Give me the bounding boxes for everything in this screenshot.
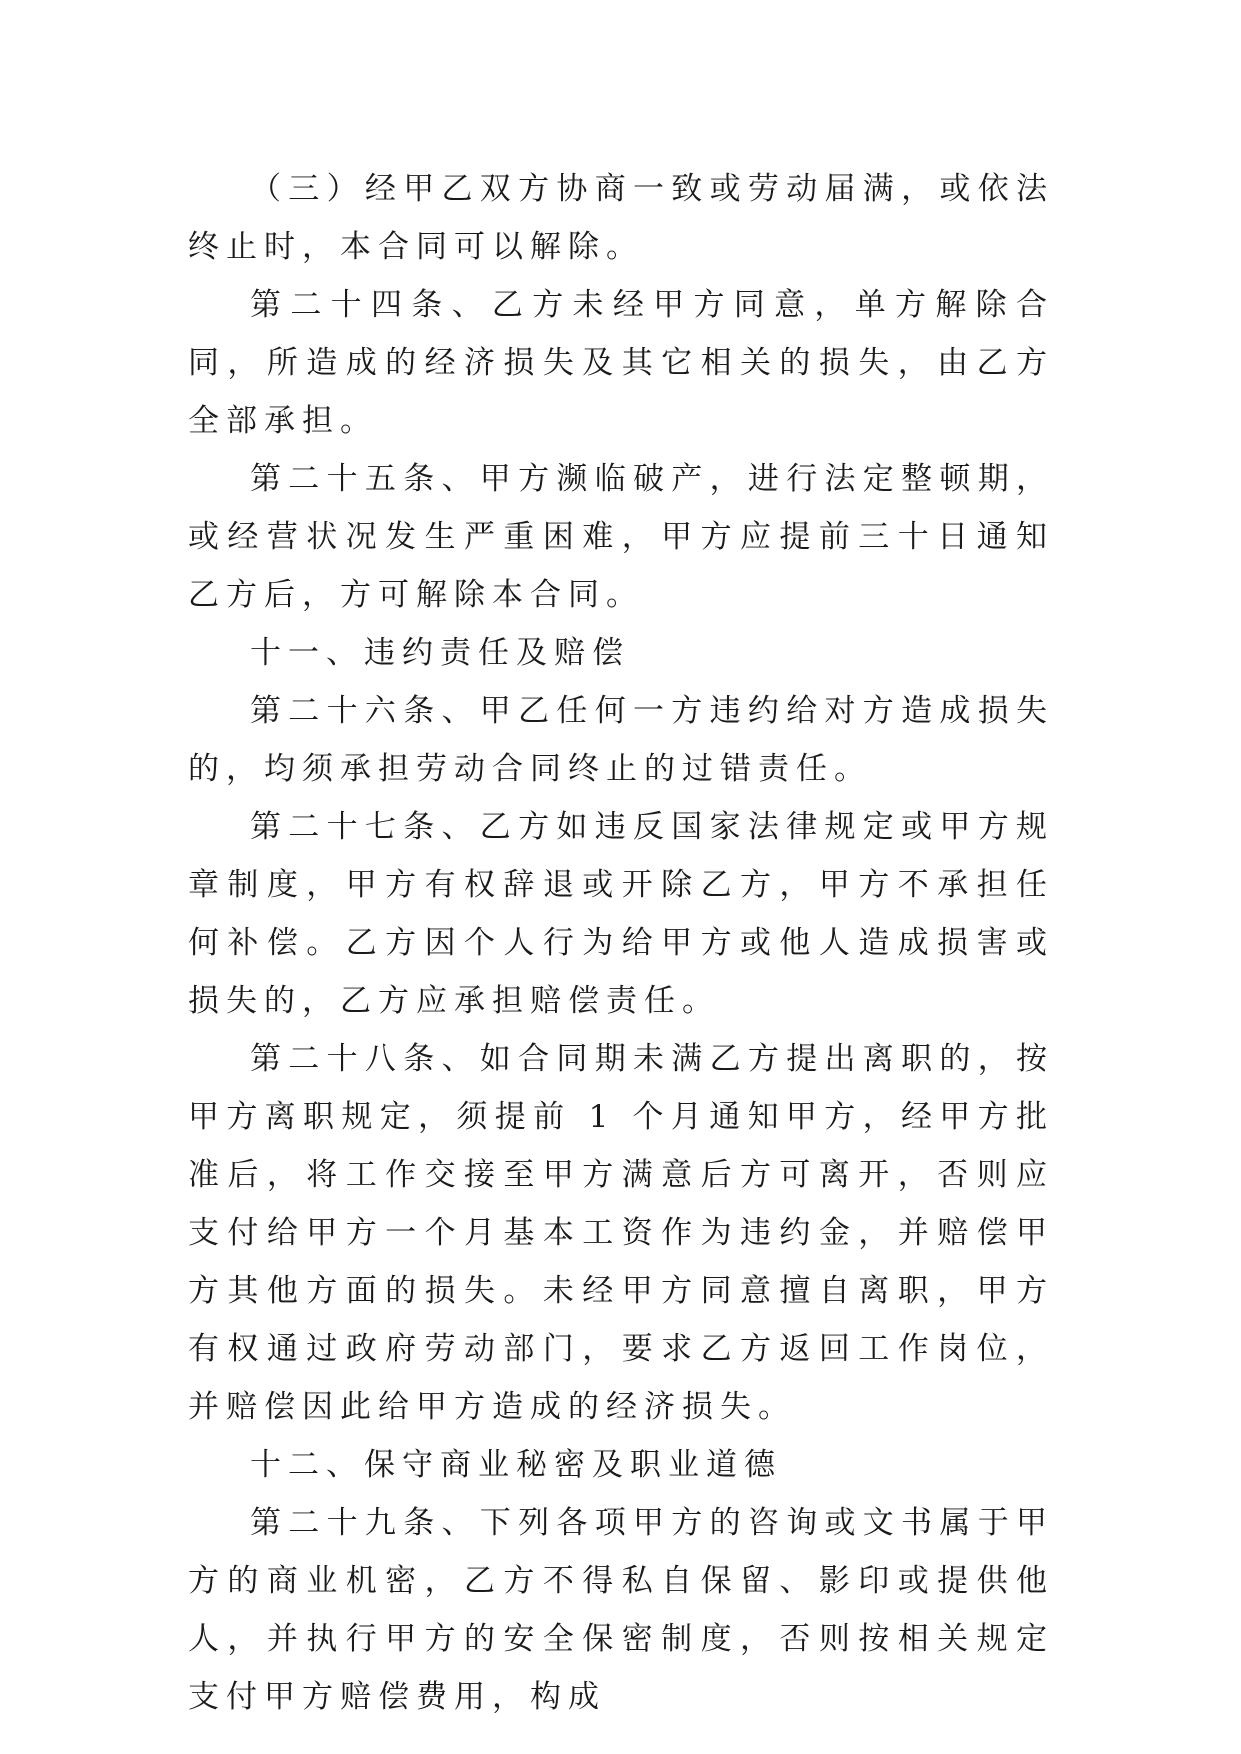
section-heading-12: 十二、保守商业秘密及职业道德 bbox=[250, 1447, 782, 1483]
section-heading-11: 十一、违约责任及赔偿 bbox=[250, 635, 630, 671]
paragraph-article-29: 第二十九条、下列各项甲方的咨询或文书属于甲方的商业机密，乙方不得私自保留、影印或提供他人，并执行甲方的安全保密制度，否则按相关规定支付甲方赔偿费用，构成 bbox=[188, 1505, 1054, 1715]
paragraph-article-26: 第二十六条、甲乙任何一方违约给对方造成损失的，均须承担劳动合同终止的过错责任。 bbox=[188, 693, 1054, 787]
paragraph-article-25: 第二十五条、甲方濒临破产，进行法定整顿期，或经营状况发生严重困难，甲方应提前三十日通知乙方后，方可解除本合同。 bbox=[188, 461, 1054, 613]
document-body bbox=[188, 160, 1054, 1726]
paragraph-clause-3: （三）经甲乙双方协商一致或劳动届满，或依法终止时，本合同可以解除。 bbox=[188, 171, 1054, 265]
paragraph-article-27: 第二十七条、乙方如违反国家法律规定或甲方规章制度，甲方有权辞退或开除乙方，甲方不承担任何补偿。乙方因个人行为给甲方或他人造成损害或损失的，乙方应承担赔偿责任。 bbox=[188, 809, 1054, 1019]
paragraph-article-24: 第二十四条、乙方未经甲方同意，单方解除合同，所造成的经济损失及其它相关的损失，由乙方全部承担。 bbox=[188, 287, 1054, 439]
paragraph-article-28: 第二十八条、如合同期未满乙方提出离职的，按甲方离职规定，须提前 1 个月通知甲方，经甲方批准后，将工作交接至甲方满意后方可离开，否则应支付给甲方一个月基本工资作为违约金，并赔偿甲方其他方面的损失。未经甲方同意擅自离职，甲方有权通过政府劳动部门，要求乙方返回工作岗位，并赔偿因此给甲方造成的经济损失。 bbox=[188, 1041, 1054, 1425]
